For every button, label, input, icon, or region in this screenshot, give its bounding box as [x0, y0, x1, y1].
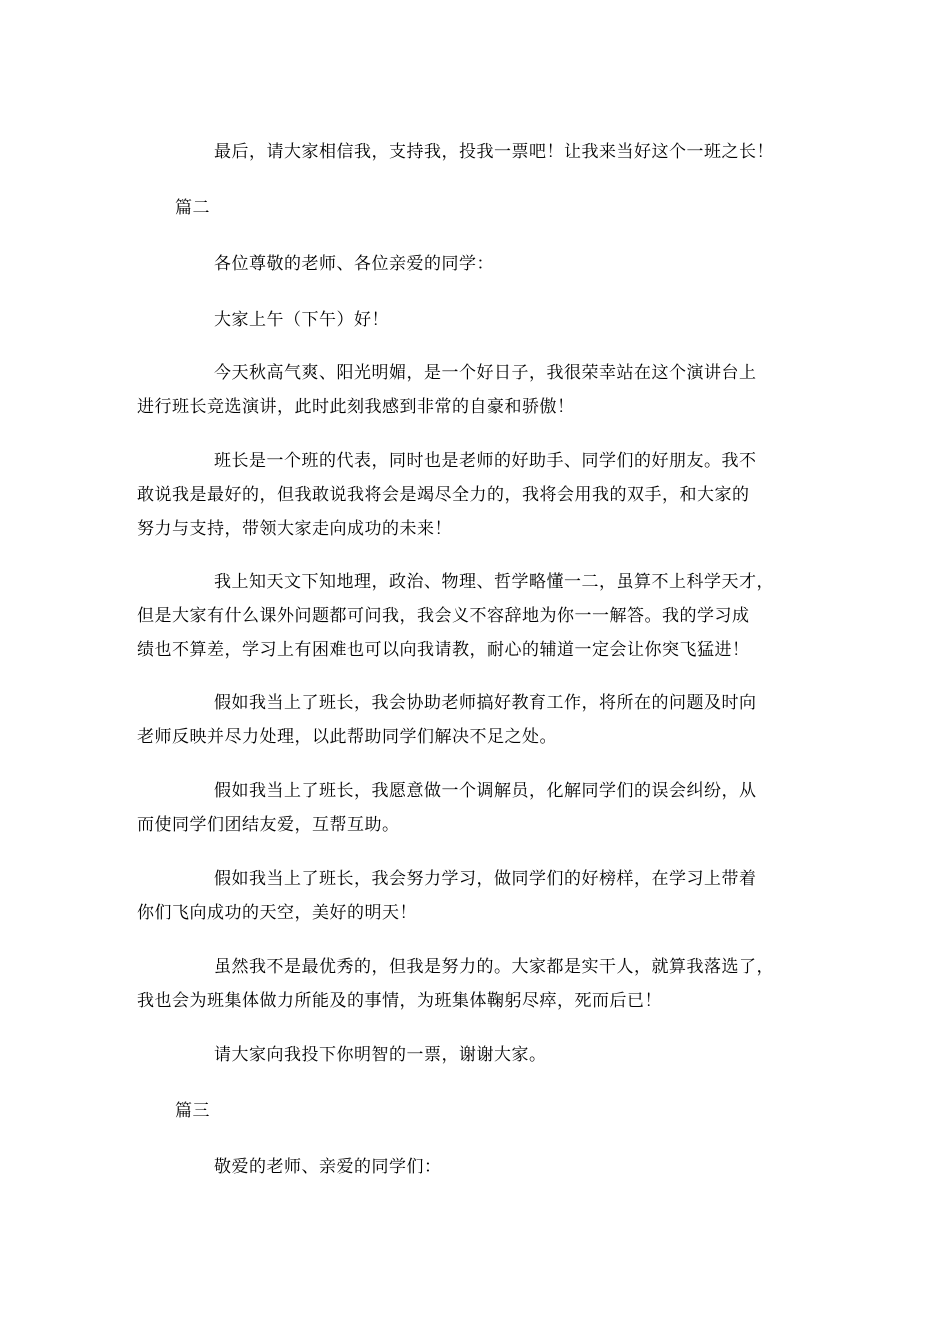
section-heading: 篇三: [175, 1101, 210, 1121]
paragraph-line: 我也会为班集体做力所能及的事情，为班集体鞠躬尽瘁，死而后已！: [137, 991, 662, 1011]
paragraph-line: 敢说我是最好的，但我敢说我将会是竭尽全力的，我将会用我的双手，和大家的: [137, 485, 750, 505]
paragraph-line: 假如我当上了班长，我会努力学习，做同学们的好榜样，在学习上带着: [214, 869, 757, 889]
paragraph-line: 我上知天文下知地理，政治、物理、哲学略懂一二，虽算不上科学天才，: [214, 572, 774, 592]
paragraph-line: 虽然我不是最优秀的，但我是努力的。大家都是实干人，就算我落选了，: [214, 957, 774, 977]
paragraph-line: 班长是一个班的代表，同时也是老师的好助手、同学们的好朋友。我不: [214, 451, 757, 471]
paragraph-line: 但是大家有什么课外问题都可问我，我会义不容辞地为你一一解答。我的学习成: [137, 606, 750, 626]
paragraph-line: 最后，请大家相信我，支持我，投我一票吧！让我来当好这个一班之长！: [214, 142, 774, 162]
paragraph-line: 假如我当上了班长，我会协助老师搞好教育工作，将所在的问题及时向: [214, 693, 757, 713]
paragraph-line: 进行班长竞选演讲，此时此刻我感到非常的自豪和骄傲！: [137, 397, 575, 417]
paragraph-line: 老师反映并尽力处理，以此帮助同学们解决不足之处。: [137, 727, 557, 747]
paragraph-line: 你们飞向成功的天空，美好的明天！: [137, 903, 417, 923]
paragraph-line: 假如我当上了班长，我愿意做一个调解员，化解同学们的误会纠纷，从: [214, 781, 757, 801]
paragraph-line: 今天秋高气爽、阳光明媚，是一个好日子，我很荣幸站在这个演讲台上: [214, 363, 757, 383]
section-heading: 篇二: [175, 198, 210, 218]
greeting: 大家上午（下午）好！: [214, 310, 389, 330]
paragraph-line: 而使同学们团结友爱，互帮互助。: [137, 815, 400, 835]
paragraph-line: 绩也不算差，学习上有困难也可以向我请教，耐心的辅道一定会让你突飞猛进！: [137, 640, 750, 660]
salutation: 敬爱的老师、亲爱的同学们：: [214, 1157, 442, 1177]
paragraph-line: 请大家向我投下你明智的一票，谢谢大家。: [214, 1045, 547, 1065]
salutation: 各位尊敬的老师、各位亲爱的同学：: [214, 254, 494, 274]
paragraph-line: 努力与支持，带领大家走向成功的未来！: [137, 519, 452, 539]
